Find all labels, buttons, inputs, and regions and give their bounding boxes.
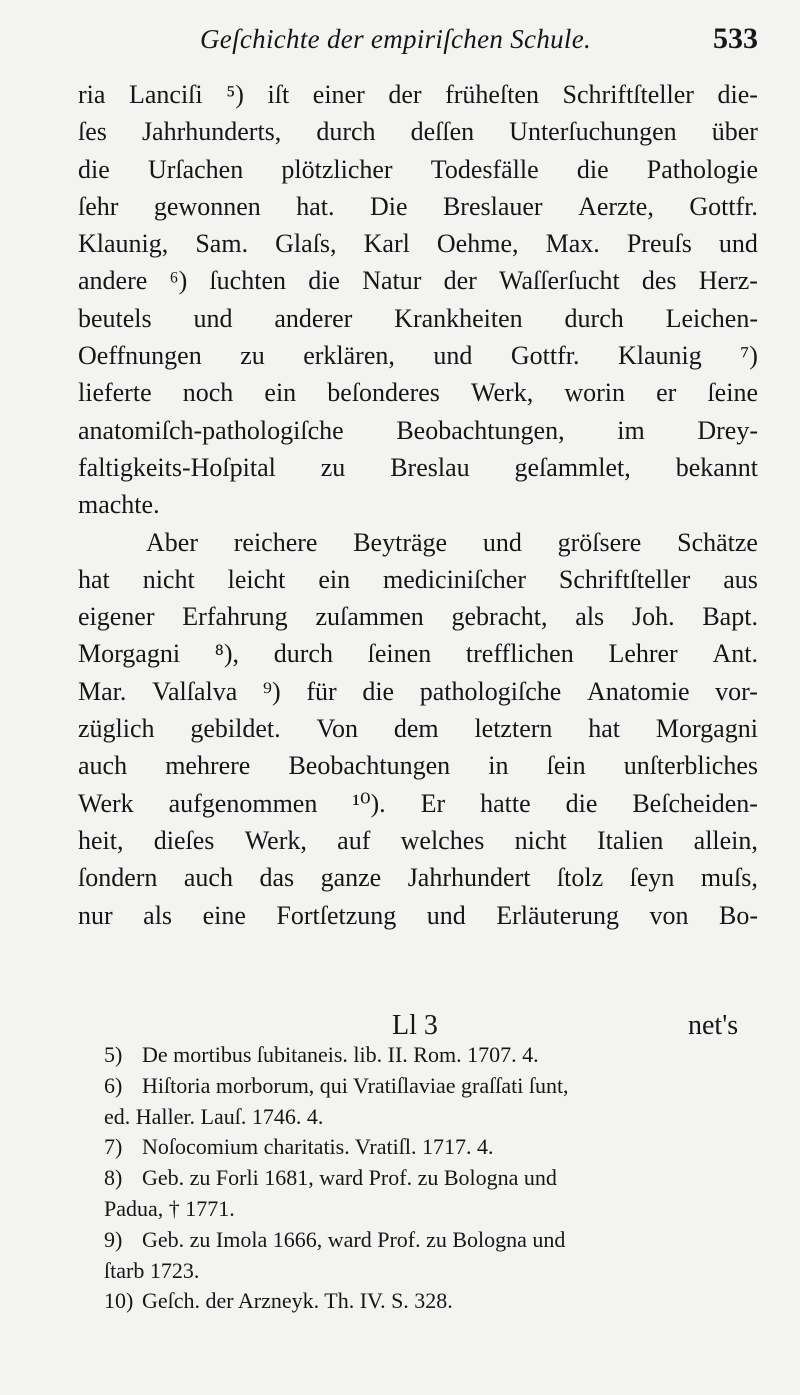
word: ſes: [78, 117, 107, 147]
word: über: [711, 117, 758, 147]
catchword: net's: [688, 1010, 739, 1041]
word: Bo-: [718, 900, 758, 930]
word: Anatomie: [586, 676, 690, 706]
word: Sam.: [195, 229, 249, 259]
word: Werk,: [244, 825, 307, 855]
word: und: [433, 341, 473, 371]
footnote-text: Padua, † 1771.: [104, 1195, 235, 1221]
word: Jahrhunderts,: [141, 117, 282, 147]
word: ria: [78, 80, 106, 109]
word: ein: [264, 378, 297, 408]
footnote-number: 10): [104, 1288, 134, 1314]
word: Werk: [78, 788, 134, 818]
word: Mar.: [78, 676, 127, 706]
signature-mark: Ll 3: [392, 1010, 438, 1041]
word: ſtolz: [556, 863, 604, 893]
word: Beobachtungen,: [396, 415, 565, 445]
word: Glaſs,: [275, 229, 337, 259]
word: Schriftſteller: [558, 564, 691, 594]
word: die: [565, 788, 598, 818]
text-line: [78, 300, 758, 337]
word: Waſſerſucht: [499, 266, 620, 296]
word: Preuſs: [626, 229, 692, 259]
running-title: Geſchichte der empiriſchen Schule.: [200, 24, 592, 54]
word: ⁶): [169, 266, 188, 296]
word: ⁵): [226, 80, 244, 109]
word: einer: [312, 80, 365, 109]
word: zu: [320, 452, 346, 482]
text-line: [78, 859, 758, 896]
word: Morgagni: [78, 639, 181, 669]
footnote-number: 8): [104, 1165, 123, 1191]
word: faltigkeits-Hoſpital: [78, 452, 276, 482]
footnote-text: Geſch. der Arzneyk. Th. IV. S. 328.: [142, 1288, 453, 1314]
footnote: [104, 1132, 754, 1163]
word: muſs,: [700, 863, 758, 893]
word: züglich: [78, 714, 155, 744]
word: in: [488, 751, 509, 781]
word: plötzlicher: [281, 154, 393, 184]
text-line: [78, 635, 758, 672]
text-line: [78, 412, 758, 449]
word: mediciniſcher: [383, 564, 526, 594]
word: Italien: [596, 825, 664, 855]
word: auch: [78, 751, 128, 781]
word: gebildet.: [190, 714, 281, 744]
word: durch: [316, 117, 376, 147]
word: ⁷): [740, 341, 758, 371]
word: Leichen-: [665, 303, 758, 333]
word: trefflichen: [465, 639, 574, 669]
page-number: 533: [713, 22, 758, 55]
word: geſammlet,: [514, 452, 631, 482]
word: ein: [318, 564, 351, 594]
word: ſeyn: [629, 863, 675, 893]
word: aufgenommen: [168, 788, 318, 818]
word: Klaunig: [617, 341, 702, 371]
word: Breslau: [390, 452, 470, 482]
word: die: [362, 676, 395, 706]
word: Drey-: [697, 415, 758, 445]
word: reichere: [233, 527, 318, 557]
body-text: [78, 76, 758, 934]
word: der: [388, 80, 422, 109]
word: Lanciſi: [129, 80, 203, 109]
word: im: [617, 415, 645, 445]
text-line: [78, 673, 758, 710]
text-line: [78, 374, 758, 411]
word: gewonnen: [153, 191, 261, 221]
text-line: [78, 337, 758, 374]
text-line: machte.: [78, 490, 160, 520]
word: hat: [78, 564, 110, 594]
word: durch: [564, 303, 624, 333]
word: Max.: [545, 229, 600, 259]
word: hat: [588, 714, 621, 744]
footnote-text: Geb. zu Imola 1666, ward Prof. zu Bologna und: [142, 1226, 566, 1252]
word: Beyträge: [353, 527, 448, 557]
text-line: [78, 598, 758, 635]
footnote-text: ſtarb 1723.: [104, 1257, 200, 1283]
word: früheſten: [445, 80, 539, 109]
word: ſein: [546, 751, 586, 781]
word: er: [656, 378, 677, 408]
word: Von: [316, 714, 358, 744]
word: gebracht,: [451, 602, 548, 632]
word: Die: [369, 191, 408, 221]
word: Urſachen: [147, 154, 244, 184]
word: zu: [240, 341, 265, 371]
word: Krankheiten: [394, 303, 523, 333]
text-line: [78, 822, 758, 859]
text-line: [78, 225, 758, 262]
word: ganze: [320, 863, 382, 893]
word: worin: [564, 378, 625, 408]
word: dem: [393, 714, 439, 744]
word: lieferte: [78, 378, 152, 408]
word: nicht: [142, 564, 195, 594]
text-line: [78, 710, 758, 747]
word: von: [649, 900, 689, 930]
word: Oeffnungen: [78, 341, 202, 371]
word: ſuchten: [209, 266, 286, 296]
word: Gottfr.: [510, 341, 580, 371]
word: Natur: [362, 266, 422, 296]
word: Gottfr.: [689, 191, 758, 221]
word: eigener: [78, 602, 155, 632]
word: Schriftſteller: [562, 80, 694, 109]
footnote: [104, 1040, 754, 1071]
word: und: [718, 229, 758, 259]
footnote-number: 6): [104, 1072, 123, 1098]
word: aus: [723, 564, 758, 594]
footnote: [104, 1163, 754, 1225]
text-line: [78, 76, 758, 113]
word: Valſalva: [152, 676, 238, 706]
page-header: [0, 18, 800, 62]
word: anatomiſch-pathologiſche: [78, 415, 344, 445]
word: ¹⁰).: [352, 788, 386, 818]
text-line: [78, 524, 758, 561]
word: ſehr: [78, 191, 119, 221]
word: die: [78, 154, 110, 184]
footnote: [104, 1225, 754, 1287]
word: die: [308, 266, 340, 296]
word: auf: [337, 825, 371, 855]
footnote-text: Noſocomium charitatis. Vratiſl. 1717. 4.: [142, 1134, 494, 1160]
word: dieſes: [153, 825, 215, 855]
footnote-text: Hiſtoria morborum, qui Vratiſlaviae graſſati ſunt,: [142, 1072, 569, 1098]
word: Klaunig,: [78, 229, 169, 259]
word: welches: [400, 825, 485, 855]
word: Joh.: [631, 602, 675, 632]
word: Werk,: [471, 378, 534, 408]
text-line: [78, 785, 758, 822]
word: unſterbliches: [623, 751, 758, 781]
word: durch: [273, 639, 333, 669]
word: Erfahrung: [182, 602, 288, 632]
word: Oehme,: [436, 229, 519, 259]
word: noch: [182, 378, 234, 408]
text-line: [78, 262, 758, 299]
word: Erläuterung: [496, 900, 619, 930]
word: iſt: [267, 80, 290, 109]
text-line: [78, 897, 758, 934]
word: beſonderes: [327, 378, 440, 408]
footnote-number: 5): [104, 1042, 123, 1067]
word: gröſsere: [557, 527, 642, 557]
word: nicht: [514, 825, 567, 855]
word: Er: [420, 788, 446, 818]
footnote: [104, 1071, 754, 1133]
word: Beſcheiden-: [632, 788, 758, 818]
word: erklären,: [303, 341, 395, 371]
word: ⁸),: [214, 639, 240, 669]
word: Jahrhundert: [407, 863, 531, 893]
word: anderer: [274, 303, 353, 333]
word: andere: [78, 266, 148, 296]
word: beutels: [78, 303, 152, 333]
text-line: [78, 449, 758, 486]
text-line: [78, 151, 758, 188]
word: das: [259, 863, 295, 893]
footnote: [104, 1286, 754, 1317]
word: vor-: [715, 676, 758, 706]
footnote-text: ed. Haller. Lauſ. 1746. 4.: [104, 1103, 324, 1129]
word: pathologiſche: [419, 676, 562, 706]
word: und: [426, 900, 466, 930]
word: des: [641, 266, 677, 296]
word: Breslauer: [442, 191, 543, 221]
footnote-number: 9): [104, 1226, 123, 1252]
word: Karl: [363, 229, 410, 259]
word: ſeinen: [367, 639, 432, 669]
text-line: [78, 188, 758, 225]
word: Pathologie: [646, 154, 758, 184]
word: letztern: [474, 714, 553, 744]
word: ⁹): [262, 676, 281, 706]
word: hat.: [296, 191, 335, 221]
word: Bapt.: [702, 602, 758, 632]
word: Lehrer: [608, 639, 678, 669]
footnotes: [104, 1040, 754, 1317]
word: als: [575, 602, 605, 632]
word: ſeine: [707, 378, 758, 408]
word: Unterſuchungen: [509, 117, 677, 147]
footnote-text: De mortibus ſubitaneis. lib. II. Rom. 1707. 4.: [142, 1042, 539, 1067]
word: Herz-: [698, 266, 758, 296]
text-line: [78, 747, 758, 784]
word: nur: [78, 900, 113, 930]
word: Schätze: [677, 527, 758, 557]
word: Aerzte,: [578, 191, 654, 221]
word: allein,: [693, 825, 758, 855]
word: der: [443, 266, 477, 296]
word: und: [193, 303, 233, 333]
word: die: [576, 154, 609, 184]
word: deſſen: [410, 117, 475, 147]
word: Ant.: [712, 639, 758, 669]
word: ſondern: [78, 863, 158, 893]
word: für: [306, 676, 337, 706]
word: eine: [202, 900, 246, 930]
word: die-: [717, 80, 758, 109]
word: hatte: [480, 788, 531, 818]
word: heit,: [78, 825, 124, 855]
word: Aber: [146, 527, 198, 557]
word: Todesfälle: [430, 154, 539, 184]
word: Morgagni: [655, 714, 758, 744]
word: mehrere: [165, 751, 251, 781]
word: auch: [183, 863, 233, 893]
word: bekannt: [675, 452, 758, 482]
word: Fortſetzung: [276, 900, 397, 930]
text-line: [78, 113, 758, 150]
word: Beobachtungen: [288, 751, 451, 781]
text-line: [78, 561, 758, 598]
footnote-text: Geb. zu Forli 1681, ward Prof. zu Bologna und: [142, 1165, 557, 1191]
word: zuſammen: [315, 602, 424, 632]
word: leicht: [227, 564, 286, 594]
word: und: [482, 527, 522, 557]
word: als: [143, 900, 173, 930]
footnote-number: 7): [104, 1134, 123, 1160]
